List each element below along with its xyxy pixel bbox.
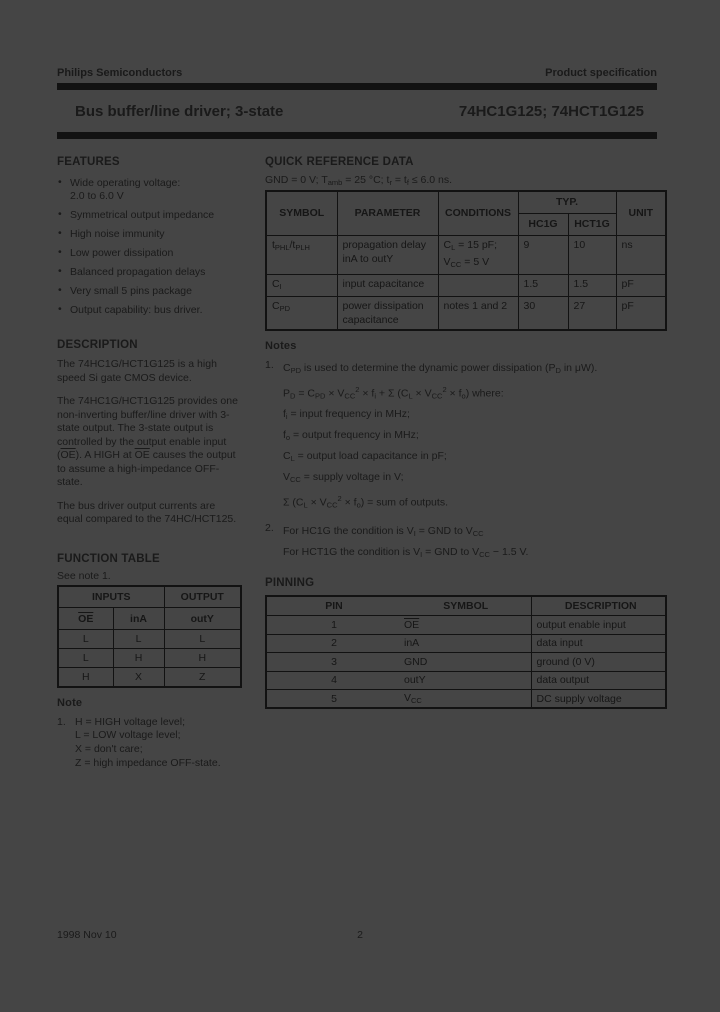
footer-page-number: 2	[357, 929, 363, 941]
note-number: 1.	[57, 715, 66, 728]
pinning-table	[265, 595, 667, 710]
pinning-col-description: DESCRIPTION	[531, 596, 666, 616]
bullet-icon: •	[58, 265, 62, 277]
function-table-heading: FUNCTION TABLE	[57, 552, 160, 565]
function-note-heading: Note	[57, 696, 83, 709]
cell-conditions: notes 1 and 2	[438, 296, 518, 330]
bullet-icon: •	[58, 246, 62, 258]
function-table-col-outy: outY	[164, 608, 241, 630]
title-bar	[57, 90, 657, 120]
cell-hct1g: 1.5	[568, 274, 616, 296]
note-line: CPD is used to determine the dynamic power dissipation (PD in μW).	[283, 361, 598, 375]
bullet-icon: •	[58, 176, 62, 188]
qrd-col-symbol: SYMBOL	[266, 191, 337, 235]
table-row	[266, 671, 666, 690]
function-table-intro: See note 1.	[57, 569, 111, 582]
cell-symbol: outY	[401, 671, 531, 690]
cell-description: DC supply voltage	[531, 690, 666, 709]
bullet-icon: •	[58, 227, 62, 239]
cell-hc1g: 30	[518, 296, 568, 330]
note-body	[75, 716, 221, 771]
table-row	[58, 668, 241, 687]
cell-pin: 4	[266, 671, 401, 690]
table-row	[266, 235, 666, 274]
qrd-header-row	[266, 191, 666, 213]
note-line: For HCT1G the condition is VI = GND to VCC − 1.5 V.	[283, 545, 529, 559]
cell-parameter: input capacitance	[337, 274, 438, 296]
cell-symbol: inA	[401, 634, 531, 653]
cell: L	[113, 630, 164, 649]
table-row	[266, 296, 666, 330]
cell-pin: 5	[266, 690, 401, 709]
description-paragraph: The 74HC1G/HCT1G125 is a high speed Si gate CMOS device.	[57, 358, 217, 384]
note-line: H = HIGH voltage level;	[75, 715, 186, 728]
note-line: fo = output frequency in MHz;	[283, 429, 419, 442]
description-paragraph: The 74HC1G/HCT1G125 provides one non-inverting buffer/line driver with 3-state output. The 3-state output is controlled by the output enable input $(\overline{OE})$. A HIGH at $\overline{OE}$ causes the output to assume a high-impedance OFF-state.	[57, 395, 238, 488]
note-line: VCC = supply voltage in V;	[283, 471, 404, 484]
footer-date: 1998 Nov 10	[57, 929, 117, 941]
qrd-col-conditions: CONDITIONS	[438, 191, 518, 235]
table-row	[266, 653, 666, 672]
page-content	[57, 0, 665, 771]
function-table-header-row	[58, 608, 241, 630]
right-column	[265, 156, 665, 709]
description-heading: DESCRIPTION	[57, 339, 138, 351]
function-table-col-oe: $\overline{OE}$	[58, 608, 113, 630]
qrd-notes-heading: Notes	[265, 339, 297, 352]
cell-description: output enable input	[531, 616, 666, 635]
qrd-col-hct1g: HCT1G	[568, 213, 616, 235]
function-table-col-ina: inA	[113, 608, 164, 630]
function-table-group-row	[58, 586, 241, 608]
cell-pin: 3	[266, 653, 401, 672]
two-column-layout	[57, 156, 665, 771]
cell: L	[164, 630, 241, 649]
note-line: fi = input frequency in MHz;	[283, 408, 410, 421]
feature-item: • Low power dissipation	[58, 246, 174, 259]
function-table-group-inputs: INPUTS	[58, 586, 164, 608]
qrd-col-typ: TYP.	[518, 191, 616, 213]
note-line: L = LOW voltage level;	[75, 729, 181, 742]
note-line: PD = CPD × $VCC^2$ × fi + Σ $(CL \times VCC^2 \times fo)$ where:	[283, 384, 504, 400]
masthead	[57, 0, 657, 79]
function-note	[57, 716, 242, 771]
cell: Z	[164, 668, 241, 687]
cell: X	[113, 668, 164, 687]
table-row	[266, 616, 666, 635]
table-row	[266, 634, 666, 653]
bullet-icon: •	[58, 208, 62, 220]
description-paragraph: The bus driver output currents are equal compared to the 74HC/HCT125.	[57, 499, 237, 525]
cell: L	[58, 630, 113, 649]
note-number: 2.	[265, 521, 274, 534]
feature-item: • High noise immunity	[58, 227, 165, 240]
qrd-col-hc1g: HC1G	[518, 213, 568, 235]
note-line: CL = output load capacitance in pF;	[283, 450, 447, 463]
cell-conditions: CL = 15 pF; VCC = 5 V	[438, 235, 518, 274]
pinning-heading: PINNING	[265, 576, 315, 589]
qrd-col-unit: UNIT	[616, 191, 666, 235]
cell-symbol: GND	[401, 653, 531, 672]
note-line: For HC1G the condition is VI = GND to VCC	[283, 524, 484, 538]
cell-description: data output	[531, 671, 666, 690]
header-rule-bottom	[57, 132, 657, 139]
feature-item: • Balanced propagation delays	[58, 265, 206, 278]
header-rule-top	[57, 83, 657, 90]
cell-symbol: CI	[266, 274, 337, 296]
cell-pin: 2	[266, 634, 401, 653]
note-body	[283, 359, 597, 515]
pinning-col-pin: PIN	[266, 596, 401, 616]
part-numbers: 74HC1G125; 74HCT1G125	[458, 103, 644, 120]
cell-symbol: CPD	[266, 296, 337, 330]
quick-reference-table	[265, 190, 667, 331]
feature-item: • Output capability: bus driver.	[58, 303, 203, 316]
cell-hc1g: 9	[518, 235, 568, 274]
cell-hc1g: 1.5	[518, 274, 568, 296]
note-line: X = don't care;	[75, 743, 143, 756]
spec-type-label: Product specification	[545, 67, 657, 79]
cell-parameter: power dissipation capacitance	[337, 296, 438, 330]
qrd-note-1	[265, 359, 665, 515]
cell-unit: ns	[616, 235, 666, 274]
cell-description: ground (0 V)	[531, 653, 666, 672]
cell: L	[58, 649, 113, 668]
features-list	[57, 177, 242, 317]
cell-symbol: VCC	[401, 690, 531, 709]
cell-conditions	[438, 274, 518, 296]
table-row	[58, 649, 241, 668]
qrd-heading: QUICK REFERENCE DATA	[265, 156, 414, 168]
cell-description: data input	[531, 634, 666, 653]
cell-unit: pF	[616, 296, 666, 330]
note-line: Σ $(CL \times VCC^2 \times fo)$ = sum of outputs.	[283, 494, 448, 510]
cell-pin: 1	[266, 616, 401, 635]
document-title: Bus buffer/line driver; 3-state	[75, 103, 284, 120]
pinning-col-symbol: SYMBOL	[401, 596, 531, 616]
feature-item: • Symmetrical output impedance	[58, 208, 215, 221]
cell: H	[164, 649, 241, 668]
left-column	[57, 156, 242, 771]
cell-symbol: $\overline{OE}$	[401, 616, 531, 635]
function-table	[57, 585, 242, 688]
qrd-conditions: GND = 0 V; Tamb = 25 °C; tr = tf ≤ 6.0 ns.	[265, 174, 453, 187]
cell-hct1g: 10	[568, 235, 616, 274]
qrd-col-parameter: PARAMETER	[337, 191, 438, 235]
cell-hct1g: 27	[568, 296, 616, 330]
table-row	[266, 690, 666, 709]
qrd-note-2	[265, 522, 665, 564]
cell-symbol: tPHL/tPLH	[266, 235, 337, 274]
pinning-header-row	[266, 596, 666, 616]
note-body	[283, 522, 528, 564]
feature-item: • Very small 5 pins package	[58, 284, 192, 297]
table-row	[58, 630, 241, 649]
cell-parameter: propagation delay inA to outY	[337, 235, 438, 274]
cell: H	[113, 649, 164, 668]
publisher-name: Philips Semiconductors	[57, 67, 183, 79]
cell: H	[58, 668, 113, 687]
note-line: Z = high impedance OFF-state.	[75, 756, 221, 769]
bullet-icon: •	[58, 303, 62, 315]
note-number: 1.	[265, 358, 274, 371]
function-table-group-output: OUTPUT	[164, 586, 241, 608]
cell-unit: pF	[616, 274, 666, 296]
features-heading: FEATURES	[57, 156, 120, 168]
bullet-icon: •	[58, 284, 62, 296]
feature-item: • Wide operating voltage: 2.0 to 6.0 V	[58, 176, 181, 202]
table-row	[266, 274, 666, 296]
